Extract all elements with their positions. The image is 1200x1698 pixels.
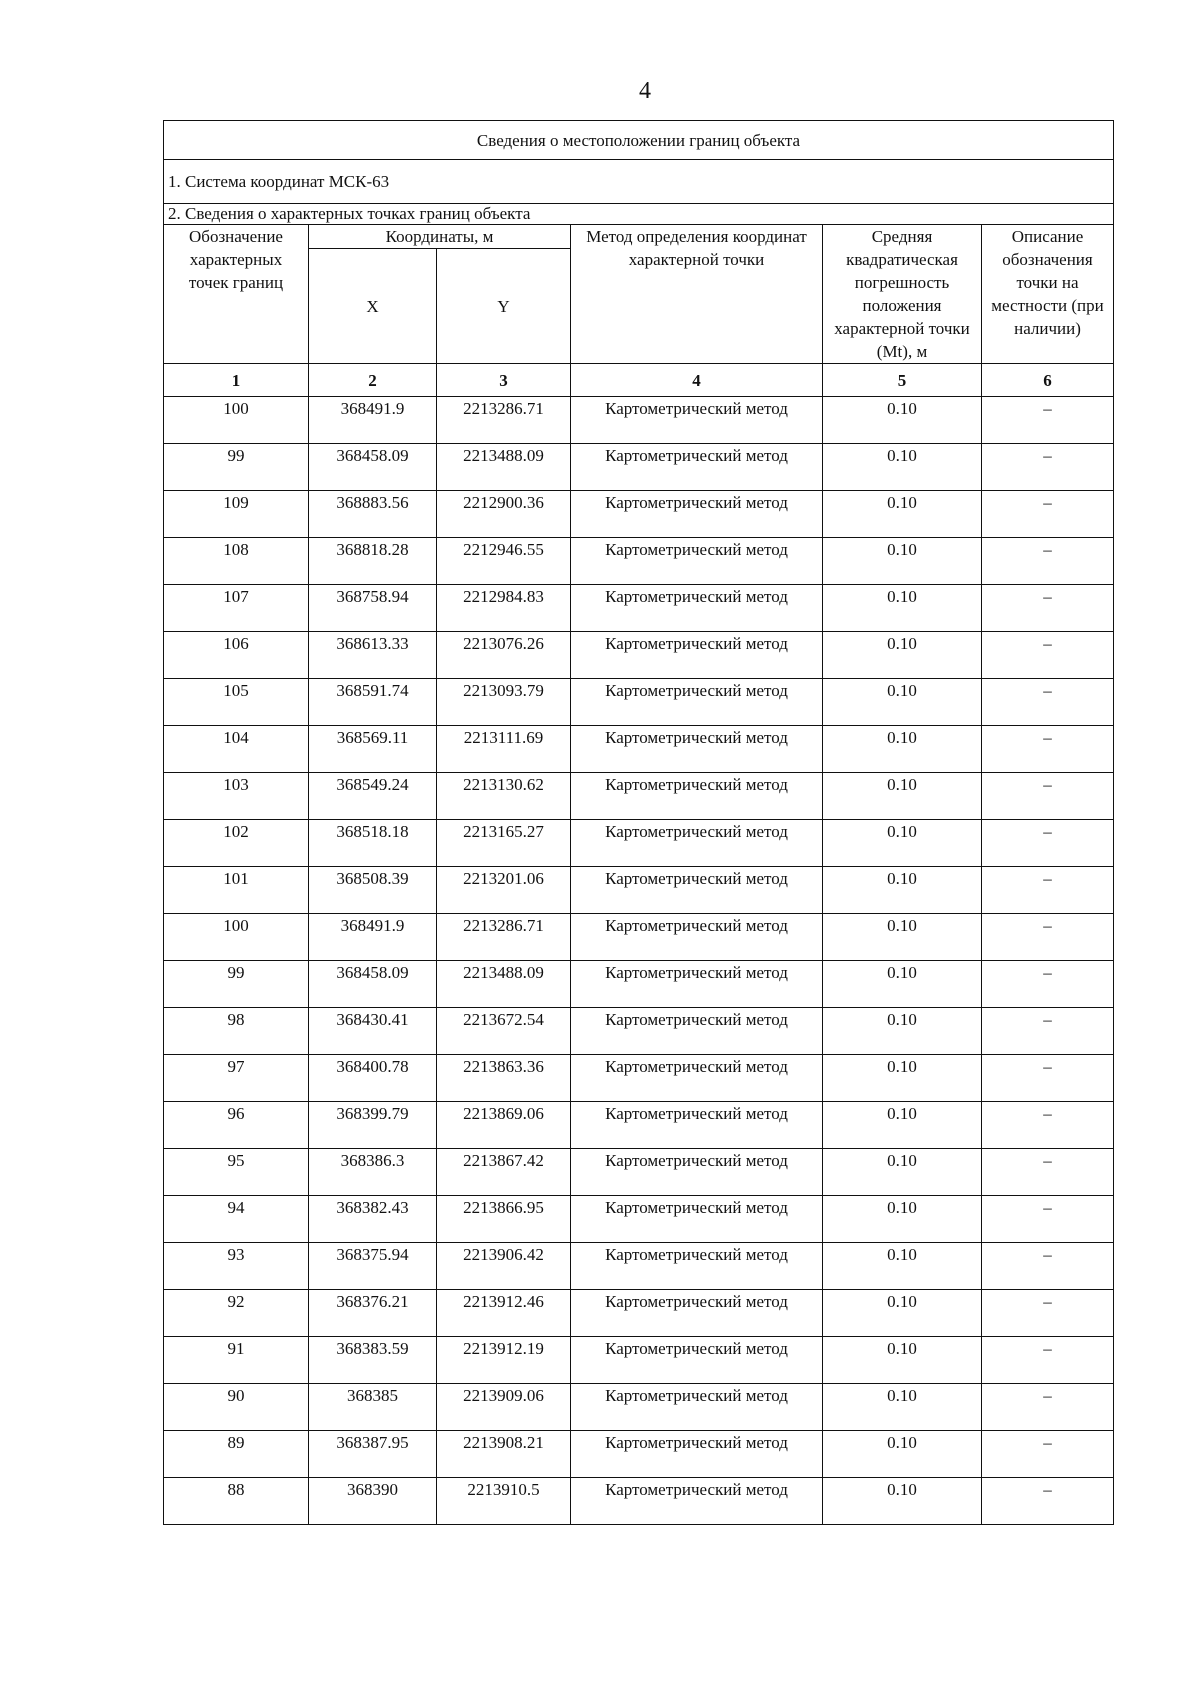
- table-row: [164, 1431, 1114, 1478]
- coordinate-system: 1. Система координат МСК-63: [164, 160, 1114, 204]
- coordinate-y: 2213909.06: [437, 1384, 571, 1431]
- coordinate-x: 368386.3: [309, 1149, 437, 1196]
- coordinate-y: 2213672.54: [437, 1008, 571, 1055]
- error-value: 0.10: [823, 1384, 982, 1431]
- coordinate-x: 368385: [309, 1384, 437, 1431]
- table-row: [164, 1384, 1114, 1431]
- point-designation: 100: [164, 914, 309, 961]
- point-designation: 90: [164, 1384, 309, 1431]
- coordinate-x: 368508.39: [309, 867, 437, 914]
- point-designation: 108: [164, 538, 309, 585]
- coordinate-x: 368390: [309, 1478, 437, 1525]
- error-value: 0.10: [823, 491, 982, 538]
- error-value: 0.10: [823, 1008, 982, 1055]
- point-designation: 93: [164, 1243, 309, 1290]
- description-cell: –: [982, 1337, 1114, 1384]
- point-designation: 99: [164, 444, 309, 491]
- coordinate-x: 368458.09: [309, 961, 437, 1008]
- error-value: 0.10: [823, 538, 982, 585]
- error-value: 0.10: [823, 632, 982, 679]
- point-designation: 104: [164, 726, 309, 773]
- column-number: 4: [571, 364, 823, 397]
- header-error: Средняя квадратическая погрешность положения характерной точки (Mt), м: [823, 225, 982, 364]
- description-cell: –: [982, 444, 1114, 491]
- coordinate-y: 2213910.5: [437, 1478, 571, 1525]
- section-heading: Сведения о местоположении границ объекта: [164, 121, 1114, 160]
- header-x: X: [309, 249, 437, 364]
- coordinate-x: 368383.59: [309, 1337, 437, 1384]
- error-value: 0.10: [823, 1196, 982, 1243]
- error-value: 0.10: [823, 585, 982, 632]
- coordinate-y: 2213111.69: [437, 726, 571, 773]
- method-cell: Картометрический метод: [571, 1055, 823, 1102]
- error-value: 0.10: [823, 820, 982, 867]
- error-value: 0.10: [823, 679, 982, 726]
- coordinate-x: 368549.24: [309, 773, 437, 820]
- method-cell: Картометрический метод: [571, 1384, 823, 1431]
- point-designation: 95: [164, 1149, 309, 1196]
- point-designation: 94: [164, 1196, 309, 1243]
- coordinate-y: 2213286.71: [437, 914, 571, 961]
- coordinate-x: 368491.9: [309, 397, 437, 444]
- table-row: [164, 1290, 1114, 1337]
- description-cell: –: [982, 538, 1114, 585]
- table-row: [164, 1149, 1114, 1196]
- coordinate-x: 368818.28: [309, 538, 437, 585]
- point-designation: 98: [164, 1008, 309, 1055]
- coordinate-y: 2213201.06: [437, 867, 571, 914]
- coordinate-y: 2213093.79: [437, 679, 571, 726]
- table-row: [164, 773, 1114, 820]
- table-row: [164, 1008, 1114, 1055]
- coordinate-y: 2213488.09: [437, 961, 571, 1008]
- table-row: [164, 585, 1114, 632]
- method-cell: Картометрический метод: [571, 867, 823, 914]
- table-row: [164, 867, 1114, 914]
- point-designation: 88: [164, 1478, 309, 1525]
- method-cell: Картометрический метод: [571, 632, 823, 679]
- table-row: [164, 1196, 1114, 1243]
- table-row: [164, 444, 1114, 491]
- point-designation: 103: [164, 773, 309, 820]
- coordinate-y: 2213869.06: [437, 1102, 571, 1149]
- column-number: 6: [982, 364, 1114, 397]
- column-number: 5: [823, 364, 982, 397]
- error-value: 0.10: [823, 1243, 982, 1290]
- description-cell: –: [982, 1196, 1114, 1243]
- method-cell: Картометрический метод: [571, 1431, 823, 1478]
- page-number: 4: [639, 78, 651, 104]
- coordinate-y: 2212900.36: [437, 491, 571, 538]
- coordinate-x: 368458.09: [309, 444, 437, 491]
- description-cell: –: [982, 1055, 1114, 1102]
- column-number: 1: [164, 364, 309, 397]
- point-designation: 91: [164, 1337, 309, 1384]
- header-designation: Обозначение характерных точек границ: [164, 225, 309, 364]
- coordinate-x: 368430.41: [309, 1008, 437, 1055]
- coordinate-y: 2213866.95: [437, 1196, 571, 1243]
- error-value: 0.10: [823, 1290, 982, 1337]
- coordinate-x: 368399.79: [309, 1102, 437, 1149]
- coordinate-y: 2213488.09: [437, 444, 571, 491]
- error-value: 0.10: [823, 1149, 982, 1196]
- table-row: [164, 914, 1114, 961]
- column-number: 2: [309, 364, 437, 397]
- coordinate-x: 368375.94: [309, 1243, 437, 1290]
- header-method: Метод определения координат характерной точки: [571, 225, 823, 364]
- table-row: [164, 961, 1114, 1008]
- method-cell: Картометрический метод: [571, 1149, 823, 1196]
- point-designation: 105: [164, 679, 309, 726]
- error-value: 0.10: [823, 961, 982, 1008]
- coordinate-x: 368400.78: [309, 1055, 437, 1102]
- table-row: [164, 632, 1114, 679]
- coordinate-x: 368382.43: [309, 1196, 437, 1243]
- point-designation: 100: [164, 397, 309, 444]
- method-cell: Картометрический метод: [571, 1243, 823, 1290]
- error-value: 0.10: [823, 726, 982, 773]
- method-cell: Картометрический метод: [571, 1337, 823, 1384]
- coordinate-y: 2213165.27: [437, 820, 571, 867]
- header-description: Описание обозначения точки на местности (при наличии): [982, 225, 1114, 364]
- description-cell: –: [982, 961, 1114, 1008]
- coordinate-y: 2212946.55: [437, 538, 571, 585]
- method-cell: Картометрический метод: [571, 1196, 823, 1243]
- coordinate-y: 2213076.26: [437, 632, 571, 679]
- coordinate-y: 2213867.42: [437, 1149, 571, 1196]
- method-cell: Картометрический метод: [571, 1290, 823, 1337]
- point-designation: 109: [164, 491, 309, 538]
- coordinate-y: 2213912.19: [437, 1337, 571, 1384]
- description-cell: –: [982, 1431, 1114, 1478]
- method-cell: Картометрический метод: [571, 538, 823, 585]
- method-cell: Картометрический метод: [571, 1478, 823, 1525]
- method-cell: Картометрический метод: [571, 397, 823, 444]
- points-section-title: 2. Сведения о характерных точках границ объекта: [164, 204, 1114, 225]
- description-cell: –: [982, 632, 1114, 679]
- method-cell: Картометрический метод: [571, 679, 823, 726]
- description-cell: –: [982, 867, 1114, 914]
- point-designation: 101: [164, 867, 309, 914]
- description-cell: –: [982, 1243, 1114, 1290]
- coordinate-x: 368491.9: [309, 914, 437, 961]
- method-cell: Картометрический метод: [571, 820, 823, 867]
- coordinate-x: 368758.94: [309, 585, 437, 632]
- header-y: Y: [437, 249, 571, 364]
- table-row: [164, 1337, 1114, 1384]
- description-cell: –: [982, 585, 1114, 632]
- column-number: 3: [437, 364, 571, 397]
- point-designation: 106: [164, 632, 309, 679]
- coordinate-y: 2213286.71: [437, 397, 571, 444]
- coordinate-y: 2213906.42: [437, 1243, 571, 1290]
- point-designation: 99: [164, 961, 309, 1008]
- coordinate-y: 2213912.46: [437, 1290, 571, 1337]
- table-row: [164, 1102, 1114, 1149]
- error-value: 0.10: [823, 1055, 982, 1102]
- method-cell: Картометрический метод: [571, 726, 823, 773]
- point-designation: 97: [164, 1055, 309, 1102]
- point-designation: 107: [164, 585, 309, 632]
- description-cell: –: [982, 820, 1114, 867]
- method-cell: Картометрический метод: [571, 1102, 823, 1149]
- description-cell: –: [982, 491, 1114, 538]
- description-cell: –: [982, 1384, 1114, 1431]
- coordinate-x: 368883.56: [309, 491, 437, 538]
- error-value: 0.10: [823, 914, 982, 961]
- header-coordinates: Координаты, м: [309, 225, 571, 249]
- coordinate-x: 368591.74: [309, 679, 437, 726]
- description-cell: –: [982, 773, 1114, 820]
- table-row: [164, 397, 1114, 444]
- table-row: [164, 726, 1114, 773]
- table-row: [164, 1478, 1114, 1525]
- boundary-points-table: [163, 120, 1114, 1525]
- error-value: 0.10: [823, 397, 982, 444]
- error-value: 0.10: [823, 773, 982, 820]
- point-designation: 92: [164, 1290, 309, 1337]
- coordinate-y: 2213863.36: [437, 1055, 571, 1102]
- table-row: [164, 491, 1114, 538]
- coordinate-y: 2213908.21: [437, 1431, 571, 1478]
- description-cell: –: [982, 914, 1114, 961]
- description-cell: –: [982, 1102, 1114, 1149]
- method-cell: Картометрический метод: [571, 585, 823, 632]
- description-cell: –: [982, 397, 1114, 444]
- description-cell: –: [982, 726, 1114, 773]
- table-row: [164, 1055, 1114, 1102]
- description-cell: –: [982, 1290, 1114, 1337]
- point-designation: 96: [164, 1102, 309, 1149]
- coordinate-x: 368613.33: [309, 632, 437, 679]
- error-value: 0.10: [823, 1431, 982, 1478]
- error-value: 0.10: [823, 867, 982, 914]
- error-value: 0.10: [823, 1337, 982, 1384]
- point-designation: 102: [164, 820, 309, 867]
- coordinate-x: 368569.11: [309, 726, 437, 773]
- coordinate-y: 2212984.83: [437, 585, 571, 632]
- point-designation: 89: [164, 1431, 309, 1478]
- table-row: [164, 679, 1114, 726]
- coordinate-x: 368518.18: [309, 820, 437, 867]
- coordinate-x: 368376.21: [309, 1290, 437, 1337]
- error-value: 0.10: [823, 444, 982, 491]
- table-row: [164, 820, 1114, 867]
- table-row: [164, 1243, 1114, 1290]
- method-cell: Картометрический метод: [571, 1008, 823, 1055]
- method-cell: Картометрический метод: [571, 444, 823, 491]
- method-cell: Картометрический метод: [571, 773, 823, 820]
- error-value: 0.10: [823, 1102, 982, 1149]
- description-cell: –: [982, 679, 1114, 726]
- coordinate-x: 368387.95: [309, 1431, 437, 1478]
- error-value: 0.10: [823, 1478, 982, 1525]
- table-row: [164, 538, 1114, 585]
- description-cell: –: [982, 1149, 1114, 1196]
- method-cell: Картометрический метод: [571, 491, 823, 538]
- description-cell: –: [982, 1008, 1114, 1055]
- method-cell: Картометрический метод: [571, 914, 823, 961]
- column-number-row: [164, 364, 1114, 397]
- description-cell: –: [982, 1478, 1114, 1525]
- method-cell: Картометрический метод: [571, 961, 823, 1008]
- coordinate-y: 2213130.62: [437, 773, 571, 820]
